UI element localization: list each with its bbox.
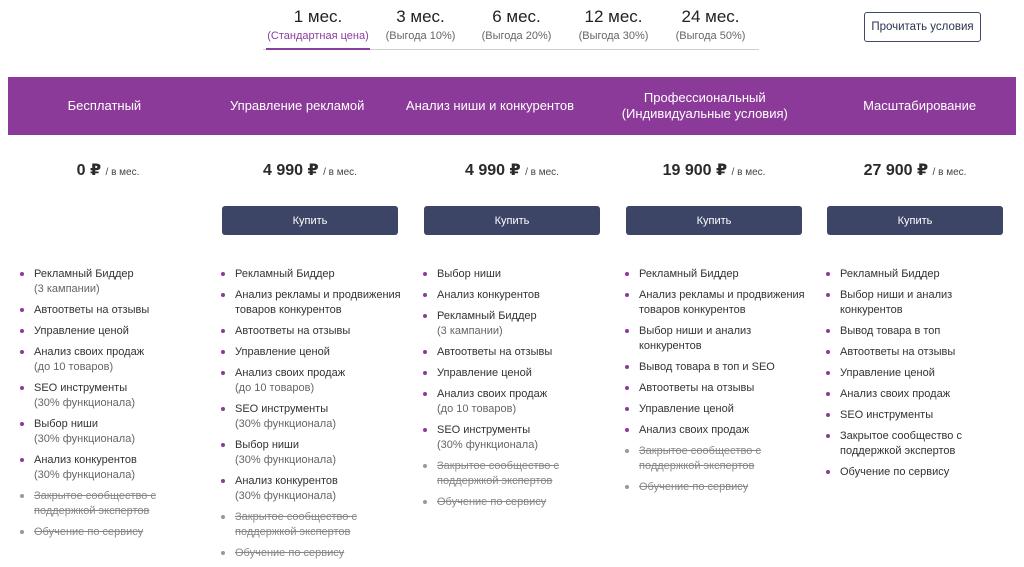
feature-item [20,525,170,540]
feature-item [20,267,170,297]
plan-name-pro: Профессиональный (Индивидуальные условия) [621,90,788,121]
price-period: / в мес. [731,167,766,178]
feature-text: Закрытое сообщество с поддержкой экспертов [235,511,357,538]
buy-button[interactable]: Купить [626,206,802,235]
feature-note: (30% функционала) [34,469,136,481]
feature-item [625,402,805,417]
price-amount: 4 990 ₽ [465,162,521,179]
feature-text: SEO инструменты [235,403,329,415]
feature-item [20,324,170,339]
feature-item [625,324,805,354]
plan-name-free: Бесплатный [67,98,142,113]
feature-text: Выбор ниши [34,418,99,430]
feature-item [423,288,573,303]
price-period: / в мес. [323,167,357,178]
feature-item [826,288,976,318]
feature-note: (3 кампании) [437,325,503,337]
feature-item [423,459,573,489]
feature-note: (30% функционала) [437,439,539,451]
feature-text: Анализ своих продаж [840,388,951,400]
feature-item [625,423,805,438]
feature-item [625,381,805,396]
feature-text: Обучение по сервису [840,466,950,478]
period-tab-6[interactable] [468,4,565,49]
feature-text: Закрытое сообщество с поддержкой экспертов [639,445,761,472]
feature-text: Анализ своих продаж [437,388,548,400]
period-tab-title: 1 мес. [293,7,343,26]
feature-text: Анализ конкурентов [235,475,338,487]
price-period: / в мес. [105,167,140,178]
period-tab-title: 12 мес. [584,7,643,26]
price-amount: 0 ₽ [76,162,102,179]
buy-button[interactable]: Купить [424,206,600,235]
feature-item [826,345,976,360]
feature-text: Закрытое сообщество с поддержкой экспертов [34,490,156,517]
feature-item [423,267,573,282]
feature-text: Выбор ниши и анализ конкурентов [840,289,953,316]
price [412,160,612,196]
feature-item [221,366,401,396]
plan-column-niche [412,160,612,235]
plan-column-free [8,160,208,196]
feature-text: SEO инструменты [437,424,531,436]
feature-text: Анализ конкурентов [437,289,540,301]
feature-note: (до 10 товаров) [235,382,315,394]
feature-text: Анализ своих продаж [235,367,346,379]
read-terms-button[interactable]: Прочитать условия [864,12,981,42]
period-tab-3[interactable] [373,4,468,49]
buy-button[interactable]: Купить [222,206,398,235]
feature-item [20,303,170,318]
feature-item [221,438,401,468]
feature-text: Автоответы на отзывы [34,304,150,316]
feature-item [221,345,401,360]
feature-note: (30% функционала) [235,418,337,430]
feature-item [423,423,573,453]
period-tab-subtitle: (Выгода 10%) [385,30,456,42]
feature-item [625,480,805,495]
feature-item [826,267,976,282]
plan-name-scale: Масштабирование [863,98,977,113]
feature-item [221,474,401,504]
feature-item [20,453,170,483]
feature-text: Закрытое сообщество с поддержкой экспертов [437,460,559,487]
feature-text: Анализ своих продаж [639,424,750,436]
feature-text: Управление ценой [34,325,129,337]
feature-text: Выбор ниши [437,268,502,280]
plan-column-ads [210,160,410,235]
feature-item [826,387,976,402]
plan-column-pro [614,160,814,235]
feature-text: SEO инструменты [840,409,934,421]
feature-text: SEO инструменты [34,382,128,394]
feature-list-pro [625,267,805,501]
feature-note: (до 10 товаров) [437,403,517,415]
feature-text: Выбор ниши и анализ конкурентов [639,325,752,352]
feature-item [625,267,805,282]
feature-item [826,366,976,381]
feature-text: Рекламный Биддер [34,268,134,280]
feature-text: Анализ конкурентов [34,454,137,466]
feature-note: (30% функционала) [34,397,136,409]
feature-text: Управление ценой [235,346,330,358]
feature-item [826,408,976,423]
plan-name-niche: Анализ ниши и конкурентов [405,98,575,113]
period-tab-title: 6 мес. [492,7,541,26]
feature-item [221,546,401,561]
period-tab-1[interactable] [263,4,373,49]
feature-text: Автоответы на отзывы [235,325,351,337]
feature-item [20,489,170,519]
period-tab-subtitle: (Стандартная цена) [267,30,369,42]
price-amount: 19 900 ₽ [662,162,728,179]
period-tabs [263,4,759,50]
price [614,160,814,196]
feature-note: (до 10 товаров) [34,361,114,373]
period-tab-24[interactable] [662,4,759,49]
feature-text: Рекламный Биддер [840,268,940,280]
feature-item [423,309,573,339]
feature-text: Обучение по сервису [34,526,144,538]
feature-list-niche [423,267,573,516]
feature-item [221,510,401,540]
feature-text: Вывод товара в топ и SEO [639,361,775,373]
feature-note: (3 кампании) [34,283,100,295]
period-tab-title: 24 мес. [681,7,740,26]
feature-text: Рекламный Биддер [235,268,335,280]
feature-list-free [20,267,170,546]
feature-text: Рекламный Биддер [437,310,537,322]
price [8,160,208,196]
feature-note: (30% функционала) [235,490,337,502]
feature-item [221,288,401,318]
buy-button[interactable]: Купить [827,206,1003,235]
feature-text: Анализ своих продаж [34,346,145,358]
feature-item [221,402,401,432]
feature-text: Автоответы на отзывы [840,346,956,358]
feature-item [423,495,573,510]
feature-text: Управление ценой [840,367,935,379]
price [210,160,410,196]
feature-text: Закрытое сообщество с поддержкой экспертов [840,430,962,457]
feature-text: Обучение по сервису [639,481,749,493]
feature-item [221,267,401,282]
feature-item [625,444,805,474]
period-tab-12[interactable] [565,4,662,49]
feature-item [20,345,170,375]
feature-item [20,381,170,411]
period-tab-subtitle: (Выгода 50%) [675,30,746,42]
feature-item [423,366,573,381]
feature-text: Выбор ниши [235,439,300,451]
feature-item [625,288,805,318]
feature-text: Рекламный Биддер [639,268,739,280]
price-period: / в мес. [525,167,559,178]
price-amount: 4 990 ₽ [263,162,319,179]
plan-name-ads: Управление рекламой [229,98,365,113]
plans-header-bar [8,77,1016,135]
feature-item [826,429,976,459]
feature-text: Управление ценой [639,403,734,415]
feature-item [826,324,976,339]
price-amount: 27 900 ₽ [863,162,929,179]
price [815,160,1015,196]
period-tab-subtitle: (Выгода 30%) [578,30,649,42]
feature-text: Анализ рекламы и продвижения товаров конкурентов [639,289,805,316]
feature-item [423,345,573,360]
feature-text: Управление ценой [437,367,532,379]
feature-item [625,360,805,375]
feature-text: Анализ рекламы и продвижения товаров конкурентов [235,289,401,316]
feature-text: Обучение по сервису [235,547,345,559]
price-period: / в мес. [932,167,967,178]
feature-list-ads [221,267,401,567]
feature-item [826,465,976,480]
feature-text: Автоответы на отзывы [437,346,553,358]
feature-list-scale [826,267,976,486]
period-tab-subtitle: (Выгода 20%) [481,30,552,42]
period-tab-title: 3 мес. [396,7,445,26]
feature-note: (30% функционала) [34,433,136,445]
feature-item [221,324,401,339]
plan-column-scale [815,160,1015,235]
feature-item [20,417,170,447]
feature-item [423,387,573,417]
feature-note: (30% функционала) [235,454,337,466]
feature-text: Обучение по сервису [437,496,547,508]
feature-text: Вывод товара в топ [840,325,941,337]
feature-text: Автоответы на отзывы [639,382,755,394]
